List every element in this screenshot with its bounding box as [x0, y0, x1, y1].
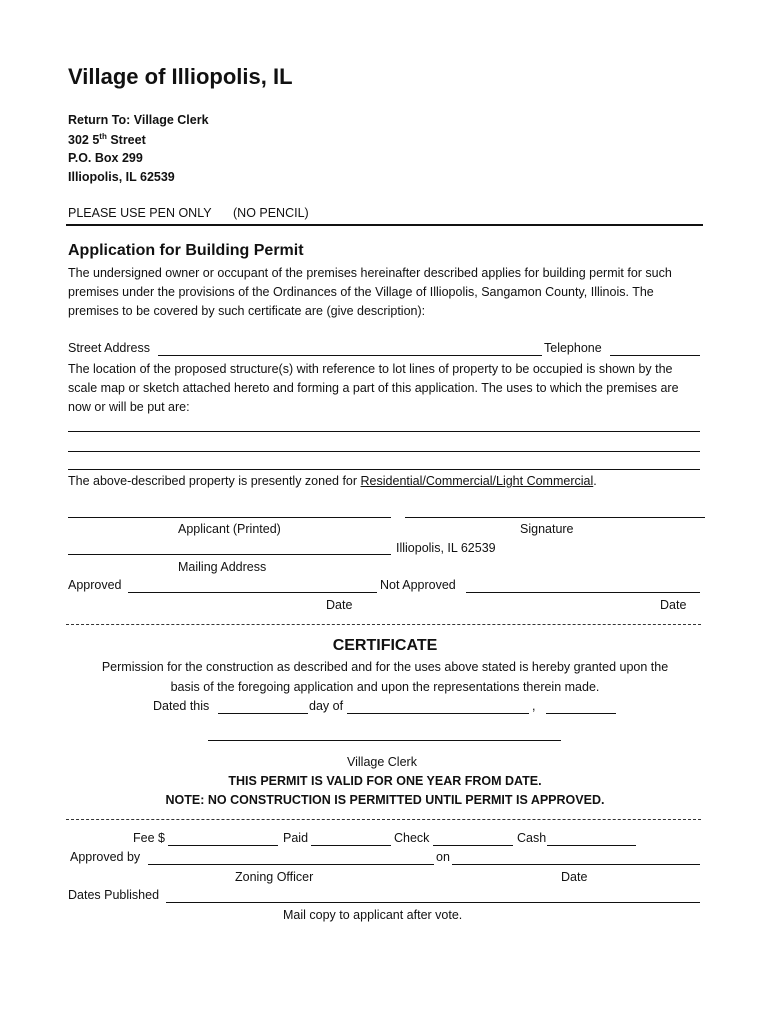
uses-line-3[interactable]	[68, 469, 700, 470]
cash-field[interactable]	[547, 845, 636, 846]
street-address-header	[68, 132, 146, 147]
not-approved-label: Not Approved	[380, 578, 456, 592]
not-approved-date-field[interactable]	[466, 592, 700, 593]
mail-copy-note: Mail copy to applicant after vote.	[283, 908, 463, 922]
section-divider-2	[66, 819, 701, 820]
mailing-address-field[interactable]	[68, 554, 391, 555]
zoning-officer-label: Zoning Officer	[235, 870, 314, 884]
zoning-prefix: The above-described property is presently zoned for	[68, 474, 361, 488]
pen-note: PLEASE USE PEN ONLY	[68, 206, 212, 220]
certificate-line-2: basis of the foregoing application and upon the representations therein made.	[170, 680, 600, 694]
dates-published-field[interactable]	[166, 902, 700, 903]
dated-this-label: Dated this	[153, 699, 210, 713]
no-construction-note: NOTE: NO CONSTRUCTION IS PERMITTED UNTIL PERMIT IS APPROVED.	[165, 793, 605, 807]
check-field[interactable]	[433, 845, 513, 846]
approved-date-label: Date	[326, 598, 353, 612]
city-header: Illiopolis, IL 62539	[68, 170, 175, 184]
fee-label: Fee $	[133, 831, 165, 845]
application-heading: Application for Building Permit	[68, 242, 304, 259]
application-intro: The undersigned owner or occupant of the premises hereinafter described applies for building permit for such premises under the provisions of the Ordinances of the Village of Illiopolis, Sangamon County, Illinois. The premises to be covered by such certificate are (give description):	[68, 266, 672, 318]
paid-label: Paid	[283, 831, 309, 845]
office-date-label: Date	[561, 870, 588, 884]
zoning-value: Residential/Commercial/Light Commercial	[360, 474, 594, 488]
approved-by-field[interactable]	[148, 864, 434, 865]
cash-label: Cash	[517, 831, 547, 845]
dated-year-field[interactable]	[546, 713, 616, 714]
check-label: Check	[394, 831, 430, 845]
valid-note: THIS PERMIT IS VALID FOR ONE YEAR FROM DATE.	[228, 774, 542, 788]
date-comma: ,	[532, 699, 536, 713]
village-clerk-signature-field[interactable]	[208, 740, 561, 741]
uses-line-1[interactable]	[68, 431, 700, 432]
mailing-label: Mailing Address	[178, 560, 267, 574]
dated-day-field[interactable]	[218, 713, 308, 714]
location-text: The location of the proposed structure(s) with reference to lot lines of property to be occupied is shown by the scale map or sketch attached hereto and forming a part of this application. The uses to which the premises are now or will be put are:	[68, 362, 679, 414]
certificate-heading: CERTIFICATE	[332, 637, 438, 654]
street-name: Street	[106, 133, 146, 148]
approved-label: Approved	[68, 578, 122, 592]
fee-field[interactable]	[168, 845, 278, 846]
dates-published-label: Dates Published	[68, 888, 160, 902]
day-of-label: day of	[309, 699, 344, 713]
signature-label: Signature	[520, 522, 574, 536]
street-number: 302 5	[68, 133, 100, 148]
street-address-field[interactable]	[158, 355, 542, 356]
telephone-label: Telephone	[544, 341, 602, 355]
approved-by-label: Approved by	[70, 850, 141, 864]
not-approved-date-label: Date	[660, 598, 687, 612]
approved-date-field[interactable]	[128, 592, 377, 593]
certificate-line-1: Permission for the construction as described and for the uses above stated is hereby granted upon the	[101, 660, 669, 674]
pencil-note: (NO PENCIL)	[233, 206, 309, 220]
po-box: P.O. Box 299	[68, 151, 143, 165]
approved-on-field[interactable]	[452, 864, 700, 865]
applicant-printed-field[interactable]	[68, 517, 391, 518]
paid-field[interactable]	[311, 845, 391, 846]
on-label: on	[436, 850, 450, 864]
street-address-label: Street Address	[68, 341, 150, 355]
return-to: Return To: Village Clerk	[68, 113, 209, 127]
header-divider	[66, 224, 703, 226]
zoning-statement	[68, 474, 597, 488]
telephone-field[interactable]	[610, 355, 700, 356]
section-divider-1	[66, 624, 701, 625]
uses-line-2[interactable]	[68, 451, 700, 452]
street-sup: th	[99, 132, 107, 141]
dated-month-field[interactable]	[347, 713, 529, 714]
mailing-city: Illiopolis, IL 62539	[396, 541, 496, 555]
applicant-label: Applicant (Printed)	[178, 522, 281, 536]
zoning-suffix: .	[593, 474, 597, 488]
page-title: Village of Illiopolis, IL	[68, 64, 293, 89]
village-clerk-label: Village Clerk	[347, 755, 417, 769]
signature-field[interactable]	[405, 517, 705, 518]
